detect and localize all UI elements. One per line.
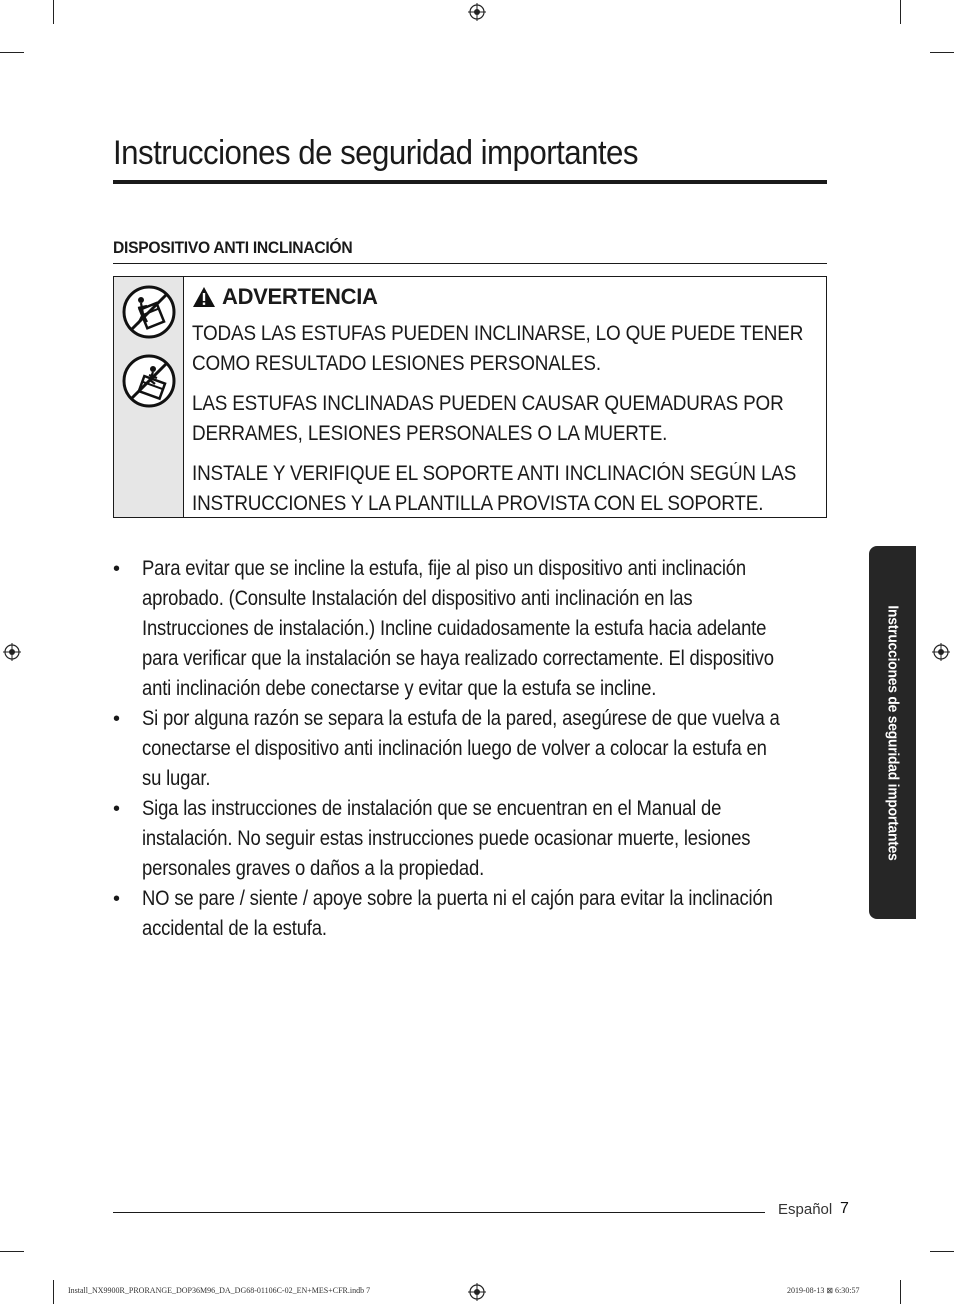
bullet-line: su lugar. [142,767,211,790]
warning-icon-column [114,277,184,517]
tip-over-prohibited-icon [121,284,177,340]
bullet-line: aprobado. (Consulte Instalación del dispositivo anti inclinación en las [142,587,693,610]
registration-mark-icon [3,643,21,661]
warning-line: LAS ESTUFAS INCLINADAS PUEDEN CAUSAR QUEMADURAS POR [192,392,784,415]
bullet-line: NO se pare / siente / apoye sobre la puerta ni el cajón para evitar la inclinación [142,887,773,910]
warning-line: TODAS LAS ESTUFAS PUEDEN INCLINARSE, LO QUE PUEDE TENER [192,322,804,345]
footer-language: Español [778,1201,833,1218]
bullet-dot-icon: • [113,558,121,580]
print-file-info: Install_NX9900R_PRORANGE_DOP36M96_DA_DG68-01106C-02_EN+MES+CFR.indb 7 [68,1286,371,1295]
list-item [113,554,833,704]
warning-label: ADVERTENCIA [222,284,378,309]
warning-triangle-icon [192,286,216,308]
bullet-line: conectarse el dispositivo anti inclinación luego de volver a colocar la estufa en [142,737,767,760]
list-item [113,704,833,794]
crop-mark [930,1251,954,1252]
registration-mark-icon [468,1283,486,1301]
page-number: 7 [840,1200,849,1217]
bullet-line: Si por alguna razón se separa la estufa de la pared, asegúrese de que vuelva a [142,707,780,730]
crop-mark [53,0,54,24]
bullet-line: Para evitar que se incline la estufa, fije al piso un dispositivo anti inclinación [142,557,746,580]
warning-paragraph [192,319,804,379]
bullet-dot-icon: • [113,888,121,910]
crop-mark [53,1280,54,1304]
warning-paragraph [192,459,797,519]
bullet-dot-icon: • [113,708,121,730]
bullet-list [113,554,833,944]
bullet-line: Siga las instrucciones de instalación que se encuentran en el Manual de [142,797,722,820]
footer-divider [113,1212,765,1213]
page-title: Instrucciones de seguridad importantes [113,134,638,172]
list-item [113,794,833,884]
registration-mark-icon [468,3,486,21]
warning-paragraph [192,389,784,449]
warning-box [113,276,827,518]
side-tab-label: Instrucciones de seguridad importantes [884,604,901,861]
print-date-info: 2019-08-13 ⊠ 6:30:57 [787,1286,860,1295]
registration-mark-icon [932,643,950,661]
crop-mark [930,52,954,53]
warning-line: DERRAMES, LESIONES PERSONALES O LA MUERTE. [192,422,668,445]
bullet-line: accidental de la estufa. [142,917,327,940]
bullet-line: Instrucciones de instalación.) Incline cuidadosamente la estufa hacia adelante [142,617,767,640]
bullet-line: anti inclinación debe conectarse y evitar que la estufa se incline. [142,677,657,700]
warning-line: INSTALE Y VERIFIQUE EL SOPORTE ANTI INCLINACIÓN SEGÚN LAS [192,462,797,485]
crop-mark [900,0,901,24]
warning-line: COMO RESULTADO LESIONES PERSONALES. [192,352,601,375]
crop-mark [0,52,24,53]
crop-mark [0,1251,24,1252]
warning-header [192,283,812,311]
child-climbing-prohibited-icon [121,353,177,409]
title-divider [113,180,827,184]
bullet-dot-icon: • [113,798,121,820]
bullet-line: instalación. No seguir estas instrucciones puede ocasionar muerte, lesiones [142,827,751,850]
section-heading: DISPOSITIVO ANTI INCLINACIÓN [113,238,353,257]
warning-content [192,283,812,519]
warning-line: INSTRUCCIONES Y LA PLANTILLA PROVISTA CON EL SOPORTE. [192,492,764,515]
section-divider [113,263,827,264]
crop-mark [900,1280,901,1304]
list-item [113,884,833,944]
bullet-line: para verificar que la instalación se haya realizado correctamente. El dispositivo [142,647,774,670]
side-tab [869,546,916,919]
bullet-line: personales graves o daños a la propiedad. [142,857,485,880]
